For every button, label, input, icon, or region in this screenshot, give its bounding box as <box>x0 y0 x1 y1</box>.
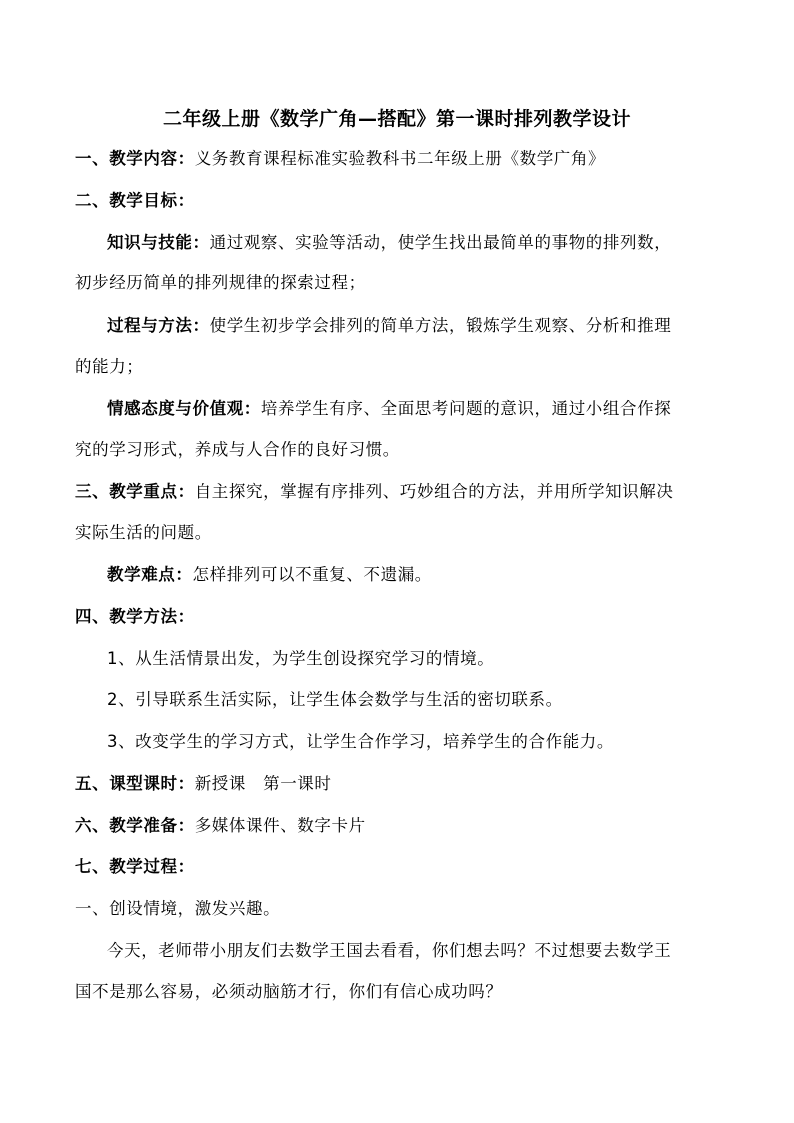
process-paragraph-line2: 国不是那么容易，必须动脑筋才行，你们有信心成功吗？ <box>75 982 503 1001</box>
method-item-1: 1、从生活情景出发，为学生创设探究学习的情境。 <box>107 649 495 668</box>
section-preparation <box>75 815 366 837</box>
section-text: 义务教育课程标准实验教科书二年级上册《数学广角》 <box>194 149 606 168</box>
difficulty-text: 怎样排列可以不重复、不遗漏。 <box>192 565 432 584</box>
section-text: 新授课 第一课时 <box>194 774 332 793</box>
difficulty-label: 教学难点： <box>107 565 193 584</box>
section-heading: 一、教学内容： <box>75 149 195 168</box>
goal-emotion-line2: 究的学习形式，养成与人合作的良好习惯。 <box>75 440 400 459</box>
goal-label: 知识与技能： <box>107 233 210 252</box>
process-step-heading: 一、创设情境，激发兴趣。 <box>75 899 281 918</box>
document-title: 二年级上册《数学广角—搭配》第一课时排列教学设计 <box>162 108 631 130</box>
section-teaching-methods: 四、教学方法： <box>75 607 195 626</box>
section-heading: 三、教学重点： <box>75 482 195 501</box>
method-item-2: 2、引导联系生活实际，让学生体会数学与生活的密切联系。 <box>107 690 563 709</box>
goal-knowledge-line2: 初步经历简单的排列规律的探索过程； <box>75 273 366 292</box>
goal-text: 通过观察、实验等活动，使学生找出最简单的事物的排列数， <box>209 233 672 252</box>
section-heading: 五、课型课时： <box>75 774 195 793</box>
section-lesson-type <box>75 773 332 795</box>
process-paragraph-line1: 今天，老师带小朋友们去数学王国去看看，你们想去吗？不过想要去数学王 <box>107 941 672 960</box>
key-points-line2: 实际生活的问题。 <box>75 523 212 542</box>
section-key-points <box>75 481 674 503</box>
goal-label: 情感态度与价值观： <box>107 399 261 418</box>
section-text: 自主探究，掌握有序排列、巧妙组合的方法，并用所学知识解决 <box>194 482 674 501</box>
section-text: 多媒体课件、数字卡片 <box>194 816 366 835</box>
section-heading: 六、教学准备： <box>75 816 195 835</box>
goal-process-line1 <box>107 315 671 337</box>
goal-text: 培养学生有序、全面思考问题的意识，通过小组合作探 <box>260 399 672 418</box>
goal-emotion-line1 <box>107 398 671 420</box>
section-teaching-goals: 二、教学目标： <box>75 191 195 210</box>
goal-knowledge-line1 <box>107 232 671 254</box>
goal-process-line2: 的能力； <box>75 357 144 376</box>
teaching-difficulty <box>107 564 432 586</box>
goal-text: 使学生初步学会排列的简单方法，锻炼学生观察、分析和推理 <box>209 316 672 335</box>
section-teaching-content <box>75 148 605 170</box>
method-item-3: 3、改变学生的学习方式，让学生合作学习，培养学生的合作能力。 <box>107 732 614 751</box>
section-teaching-process: 七、教学过程： <box>75 857 195 876</box>
goal-label: 过程与方法： <box>107 316 210 335</box>
